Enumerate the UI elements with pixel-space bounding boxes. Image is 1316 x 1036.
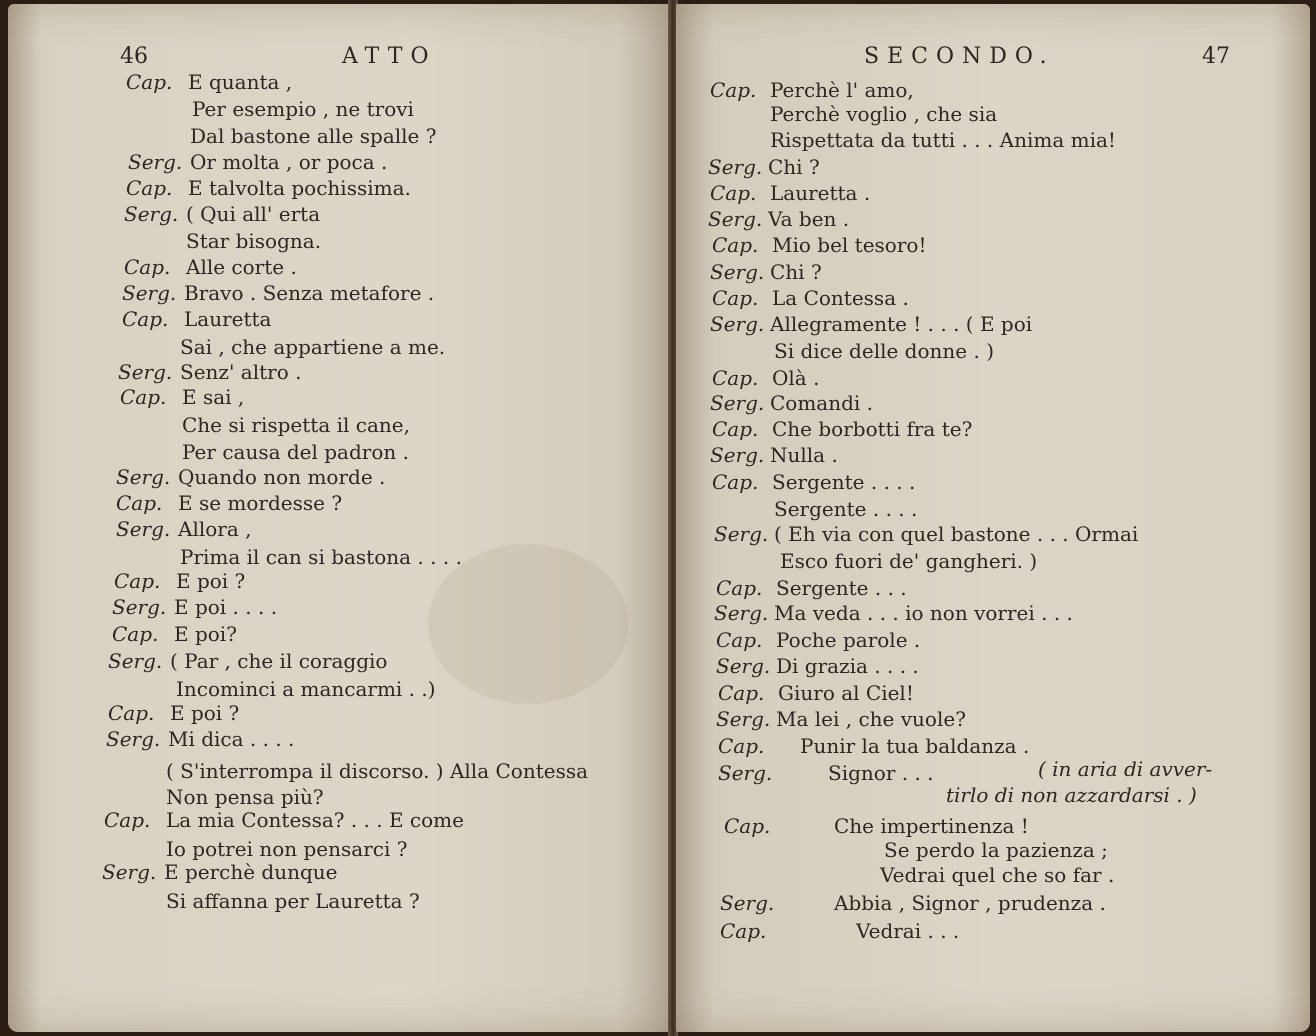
speaker-label: Cap. [114, 569, 161, 593]
speaker-label: Cap. [718, 681, 765, 705]
verse-text: Sergente . . . [776, 576, 907, 600]
verse-line [720, 891, 1106, 915]
verse-line [114, 569, 245, 593]
verse-text: Che si rispetta il cane, [182, 413, 410, 437]
verse-text: ( S'interrompa il discorso. ) Alla Contessa [166, 759, 589, 783]
verse-text: E poi ? [176, 569, 246, 593]
verse-text: Chi ? [768, 155, 820, 179]
verse-text: Signor . . . [828, 761, 934, 785]
verse-line [716, 576, 907, 600]
speaker-label: Serg. [714, 522, 769, 546]
running-header: SECONDO. [864, 44, 1055, 69]
verse-line [176, 677, 436, 701]
verse-line [714, 522, 1138, 546]
verse-text: Si dice delle donne . ) [774, 339, 994, 363]
verse-text: Che borbotti fra te? [772, 417, 973, 441]
speaker-label: Serg. [116, 465, 171, 489]
verse-text: E talvolta pochissima. [188, 176, 411, 200]
verse-line [774, 339, 994, 363]
speaker-label: Cap. [716, 576, 763, 600]
verse-text: Si affanna per Lauretta ? [166, 889, 420, 913]
speaker-label: Cap. [124, 255, 171, 279]
speaker-label: Serg. [102, 860, 157, 884]
verse-text: Allora , [178, 517, 252, 541]
verse-text: E se mordesse ? [178, 491, 343, 515]
verse-line [166, 785, 324, 809]
verse-text: Rispettata da tutti . . . Anima mia! [770, 128, 1116, 152]
verse-line [116, 517, 251, 541]
verse-text: Allegramente ! . . . ( E poi [770, 312, 1033, 336]
verse-line [716, 707, 966, 731]
verse-text: Che impertinenza ! [834, 814, 1029, 838]
verse-text: E poi ? [170, 701, 240, 725]
verse-line [710, 78, 914, 102]
verse-text: La Contessa . [772, 286, 909, 310]
verse-line [116, 491, 342, 515]
speaker-label: Serg. [106, 727, 161, 751]
verse-line [112, 595, 277, 619]
speaker-label: Serg. [118, 360, 173, 384]
verse-line [712, 366, 819, 390]
speaker-label: Cap. [122, 307, 169, 331]
verse-text: Comandi . [770, 391, 874, 415]
speaker-label: Serg. [122, 281, 177, 305]
verse-line [124, 202, 320, 226]
verse-text: Bravo . Senza metafore . [184, 281, 435, 305]
verse-text: Esco fuori de' gangheri. ) [780, 549, 1038, 573]
verse-line [118, 360, 301, 384]
verse-text: Sergente . . . . [774, 497, 918, 521]
verse-text: ( Par , che il coraggio [170, 649, 388, 673]
verse-text: Non pensa più? [166, 785, 324, 809]
verse-line [712, 470, 915, 494]
verse-text: Va ben . [768, 207, 850, 231]
stage-direction: ( in aria di avver- [1038, 757, 1213, 781]
verse-text: Se perdo la pazienza ; [884, 838, 1108, 862]
verse-text: Olà . [772, 366, 820, 390]
verse-line [718, 734, 1029, 758]
speaker-label: Cap. [712, 366, 759, 390]
verse-line [106, 727, 294, 751]
speaker-label: Serg. [718, 761, 773, 785]
verse-line [712, 286, 909, 310]
speaker-label: Cap. [724, 814, 771, 838]
speaker-label: Serg. [124, 202, 179, 226]
speaker-label: Cap. [710, 181, 757, 205]
verse-line [122, 281, 434, 305]
verse-line [108, 649, 387, 673]
speaker-label: Cap. [116, 491, 163, 515]
verse-text: Per causa del padron . [182, 440, 409, 464]
verse-text: Chi ? [770, 260, 822, 284]
speaker-label: Serg. [716, 654, 771, 678]
verse-text: Incominci a mancarmi . .) [176, 677, 436, 701]
verse-line [724, 814, 1029, 838]
verse-text: Io potrei non pensarci ? [166, 837, 408, 861]
verse-line [716, 628, 920, 652]
verse-line [718, 761, 934, 785]
verse-text: Ma lei , che vuole? [776, 707, 966, 731]
speaker-label: Serg. [720, 891, 775, 915]
verse-line [884, 838, 1108, 862]
verse-line [126, 70, 292, 94]
verse-text: ( Qui all' erta [186, 202, 321, 226]
speaker-label: Serg. [710, 391, 765, 415]
verse-text: Nulla . [770, 443, 838, 467]
verse-text: Vedrai . . . [856, 919, 960, 943]
verse-text: Sergente . . . . [772, 470, 916, 494]
speaker-label: Cap. [712, 286, 759, 310]
verse-line [186, 229, 321, 253]
verse-text: Mi dica . . . . [168, 727, 295, 751]
verse-text: E poi? [174, 622, 237, 646]
right-page [676, 4, 1310, 1032]
verse-line [710, 312, 1032, 336]
verse-text: E poi . . . . [174, 595, 278, 619]
speaker-label: Serg. [714, 601, 769, 625]
speaker-label: Cap. [112, 622, 159, 646]
verse-line [710, 443, 838, 467]
verse-text: Poche parole . [776, 628, 921, 652]
verse-line [104, 808, 464, 832]
verse-line [720, 919, 959, 943]
verse-line [712, 233, 926, 257]
speaker-label: Cap. [712, 470, 759, 494]
verse-line [108, 701, 239, 725]
verse-line [126, 176, 411, 200]
verse-text: Prima il can si bastona . . . . [180, 545, 462, 569]
verse-text: Per esempio , ne trovi [192, 97, 414, 121]
verse-line [708, 155, 820, 179]
verse-text: Perchè voglio , che sia [770, 102, 998, 126]
speaker-label: Cap. [126, 176, 173, 200]
verse-text: La mia Contessa? . . . E come [166, 808, 464, 832]
verse-line [124, 255, 297, 279]
verse-line [128, 150, 387, 174]
speaker-label: Cap. [108, 701, 155, 725]
verse-line [116, 465, 385, 489]
verse-text: Punir la tua baldanza . [800, 734, 1030, 758]
verse-text: Or molta , or poca . [190, 150, 388, 174]
speaker-label: Cap. [718, 734, 765, 758]
verse-line [770, 102, 997, 126]
verse-text: Sai , che appartiene a me. [180, 335, 446, 359]
verse-text: Lauretta . [770, 181, 871, 205]
speaker-label: Serg. [116, 517, 171, 541]
verse-line [880, 863, 1114, 887]
verse-text: Lauretta [184, 307, 272, 331]
speaker-label: Serg. [108, 649, 163, 673]
verse-line [102, 860, 338, 884]
verse-line [122, 307, 271, 331]
speaker-label: Cap. [712, 417, 759, 441]
verse-text: Vedrai quel che so far . [880, 863, 1115, 887]
speaker-label: Serg. [710, 443, 765, 467]
speaker-label: Serg. [708, 155, 763, 179]
verse-line [780, 549, 1037, 573]
verse-text: Senz' altro . [180, 360, 302, 384]
speaker-label: Cap. [712, 233, 759, 257]
verse-line [112, 622, 237, 646]
verse-line [166, 889, 420, 913]
verse-line [712, 417, 972, 441]
speaker-label: Cap. [126, 70, 173, 94]
speaker-label: Serg. [716, 707, 771, 731]
verse-text: Dal bastone alle spalle ? [190, 124, 437, 148]
page-number: 46 [120, 44, 148, 69]
verse-line [718, 681, 914, 705]
speaker-label: Serg. [112, 595, 167, 619]
speaker-label: Serg. [128, 150, 183, 174]
speaker-label: Cap. [716, 628, 763, 652]
left-page [8, 4, 670, 1032]
verse-line [190, 124, 436, 148]
verse-line [120, 385, 244, 409]
verse-text: Giuro al Ciel! [778, 681, 914, 705]
verse-line [182, 440, 409, 464]
verse-line [710, 260, 822, 284]
verse-text: Perchè l' amo, [770, 78, 914, 102]
running-header: ATTO [342, 44, 437, 69]
verse-line [182, 413, 410, 437]
verse-text: Mio bel tesoro! [772, 233, 927, 257]
speaker-label: Cap. [710, 78, 757, 102]
speaker-label: Serg. [710, 260, 765, 284]
stage-direction: tirlo di non azzardarsi . ) [946, 783, 1197, 807]
verse-text: Di grazia . . . . [776, 654, 919, 678]
verse-text: Quando non morde . [178, 465, 386, 489]
verse-line [714, 601, 1073, 625]
verse-text: Ma veda . . . io non vorrei . . . [774, 601, 1073, 625]
verse-line [192, 97, 414, 121]
speaker-label: Cap. [720, 919, 767, 943]
verse-text: ( Eh via con quel bastone . . . Ormai [774, 522, 1139, 546]
verse-text: E sai , [182, 385, 245, 409]
verse-line [166, 837, 407, 861]
speaker-label: Serg. [708, 207, 763, 231]
verse-line [180, 335, 445, 359]
verse-line [708, 207, 849, 231]
stage-direction-line [166, 759, 588, 783]
verse-line [770, 128, 1116, 152]
verse-text: Abbia , Signor , prudenza . [834, 891, 1106, 915]
verse-line [710, 181, 870, 205]
speaker-label: Serg. [710, 312, 765, 336]
page-number: 47 [1202, 44, 1230, 69]
verse-text: E perchè dunque [164, 860, 338, 884]
verse-text: E quanta , [188, 70, 293, 94]
verse-line [716, 654, 919, 678]
speaker-label: Cap. [104, 808, 151, 832]
verse-text: Star bisogna. [186, 229, 322, 253]
verse-line [180, 545, 462, 569]
verse-line [774, 497, 917, 521]
verse-line [710, 391, 873, 415]
verse-text: Alle corte . [186, 255, 297, 279]
speaker-label: Cap. [120, 385, 167, 409]
